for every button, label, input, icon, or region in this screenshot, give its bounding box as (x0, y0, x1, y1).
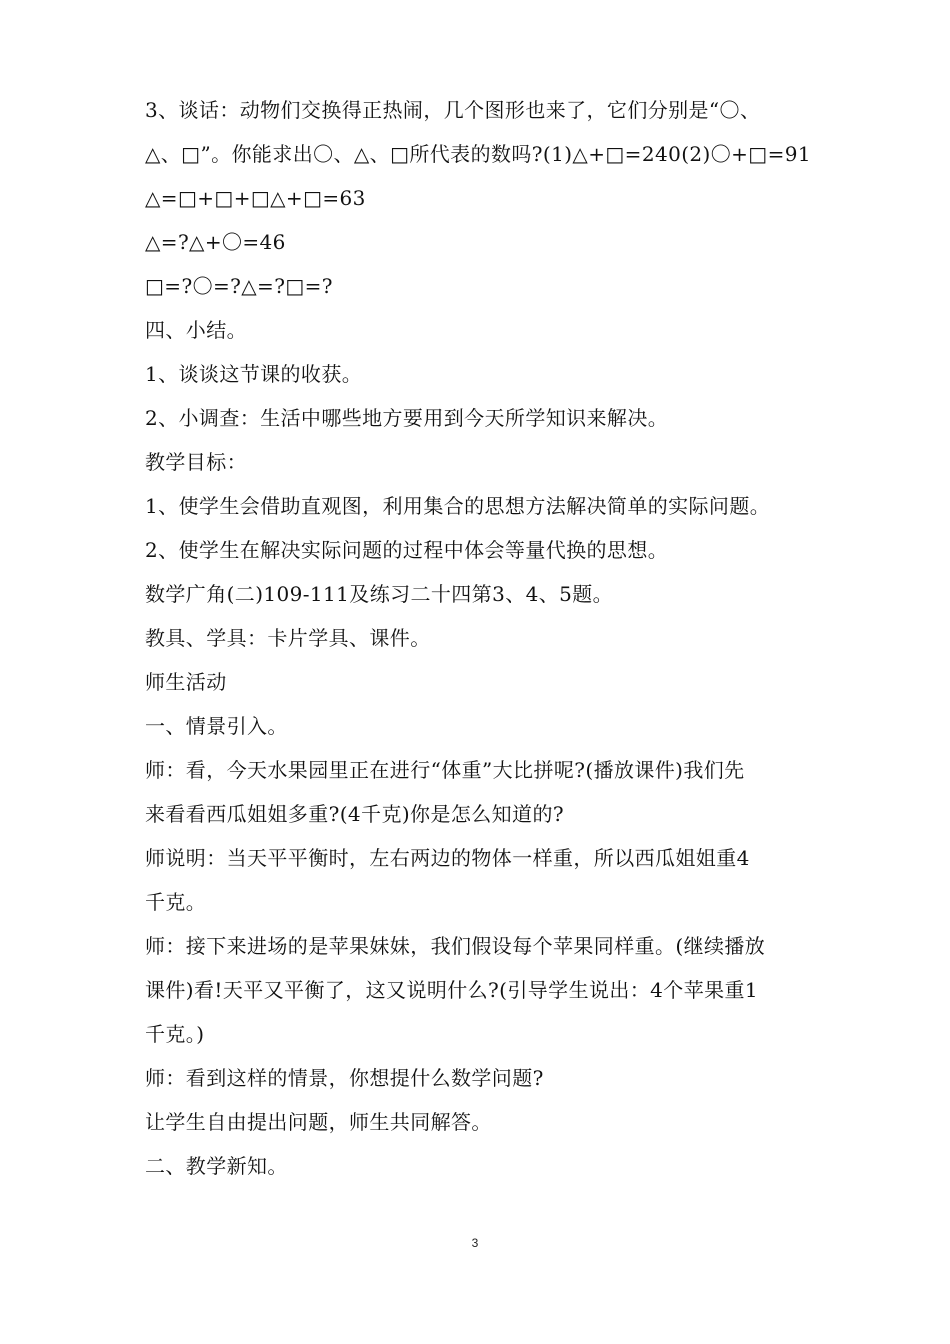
text-line: 师：看到这样的情景，你想提什么数学问题? (145, 1066, 544, 1090)
text-line: 师：接下来进场的是苹果妹妹，我们假设每个苹果同样重。(继续播放 (145, 934, 766, 958)
text-line: 千克。 (145, 890, 207, 914)
document-body (145, 88, 815, 1188)
text-line: 师说明：当天平平衡时，左右两边的物体一样重，所以西瓜姐姐重4 (145, 846, 750, 870)
text-line: 2、小调查：生活中哪些地方要用到今天所学知识来解决。 (145, 406, 669, 430)
text-line: 3、谈话：动物们交换得正热闹，几个图形也来了，它们分别是“〇、 (145, 98, 761, 122)
text-line: 来看看西瓜姐姐多重?(4千克)你是怎么知道的? (145, 802, 564, 826)
section-heading: 四、小结。 (145, 318, 247, 342)
text-line: 千克。) (145, 1022, 205, 1046)
text-line: △=□+□+□△+□=63 (145, 186, 366, 210)
section-heading: 教学目标： (145, 450, 247, 474)
section-heading: 一、情景引入。 (145, 714, 288, 738)
text-line: 让学生自由提出问题，师生共同解答。 (145, 1110, 492, 1134)
section-heading: 二、教学新知。 (145, 1154, 288, 1178)
text-line: △=?△+〇=46 (145, 230, 286, 254)
text-line: △、□”。你能求出〇、△、□所代表的数吗?(1)△+□=240(2)〇+□=91 (145, 142, 811, 166)
text-line: 1、谈谈这节课的收获。 (145, 362, 363, 386)
text-line: 师：看，今天水果园里正在进行“体重”大比拼呢?(播放课件)我们先 (145, 758, 745, 782)
page-number: 3 (471, 1236, 479, 1250)
text-line: 数学广角(二)109-111及练习二十四第3、4、5题。 (145, 582, 614, 606)
text-line: 课件)看!天平又平衡了，这又说明什么?(引导学生说出：4个苹果重1 (145, 978, 759, 1002)
section-heading: 师生活动 (145, 670, 227, 694)
text-line: 2、使学生在解决实际问题的过程中体会等量代换的思想。 (145, 538, 669, 562)
text-line: 教具、学具：卡片学具、课件。 (145, 626, 431, 650)
text-line: 1、使学生会借助直观图，利用集合的思想方法解决简单的实际问题。 (145, 494, 771, 518)
text-line: □=?〇=?△=?□=? (145, 274, 333, 298)
